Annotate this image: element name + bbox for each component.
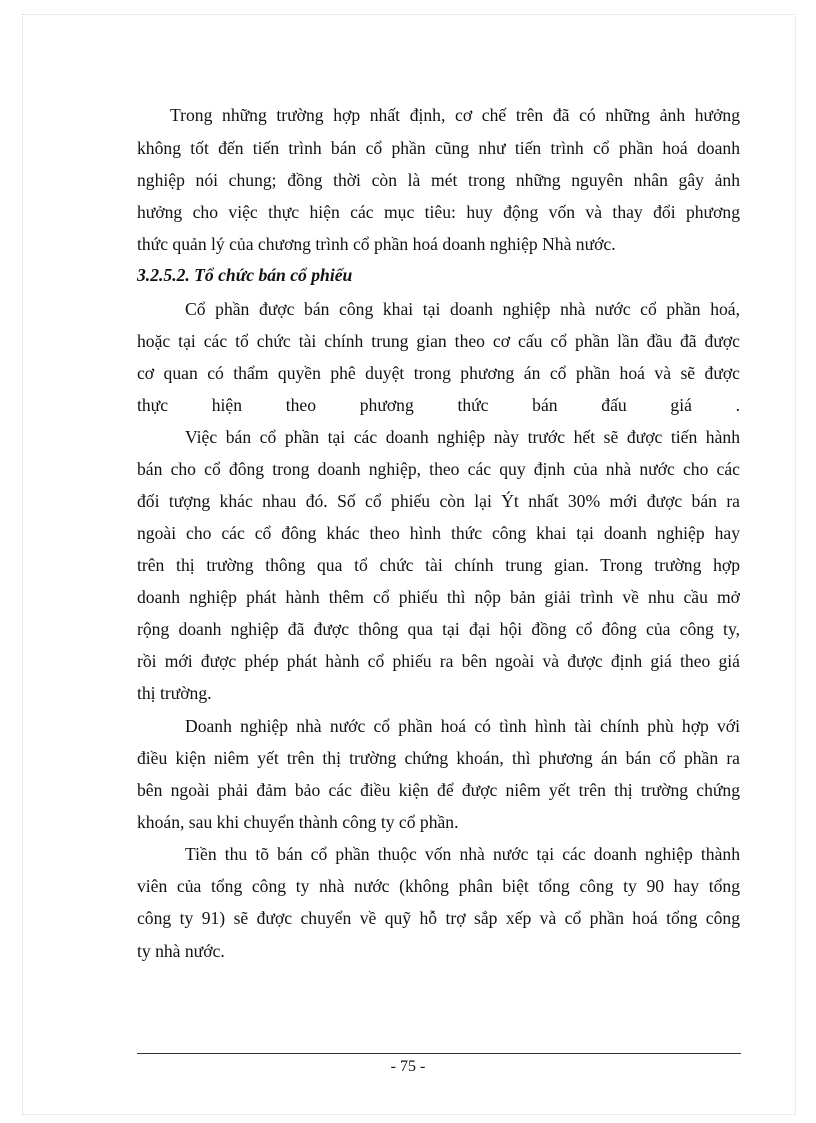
text-line: ty nhà nước.: [137, 941, 225, 961]
text-line: thị trường.: [137, 683, 212, 703]
text-line: bên ngoài phải đảm bảo các điều kiện để được niêm yết trên thị trường chứng: [137, 780, 740, 800]
text-line: đối tượng khác nhau đó. Số cổ phiếu còn lại Ýt nhất 30% mới được bán ra: [137, 491, 740, 511]
text-line: khoán, sau khi chuyển thành công ty cổ phần.: [137, 812, 459, 832]
page-number: - 75 -: [390, 1058, 426, 1075]
text-line: trên thị trường thông qua tổ chức tài chính trung gian. Trong trường hợp: [137, 555, 740, 575]
footer-divider: [137, 1053, 741, 1054]
section-heading: 3.2.5.2. Tổ chức bán cổ phiếu: [137, 265, 353, 285]
text-line: hưởng cho việc thực hiện các mục tiêu: huy động vốn và thay đổi phương: [137, 202, 740, 222]
text-line: bán cho cổ đông trong doanh nghiệp, theo các quy định của nhà nước cho các: [137, 459, 740, 479]
text-line: Doanh nghiệp nhà nước cổ phần hoá có tình hình tài chính phù hợp với: [185, 716, 740, 736]
text-line: điều kiện niêm yết trên thị trường chứng khoán, thì phương án bán cổ phần ra: [137, 748, 740, 768]
text-line: nghiệp nói chung; đồng thời còn là mét trong những nguyên nhân gây ảnh: [137, 170, 740, 190]
text-line: thực hiện theo phương thức bán đấu giá .: [137, 395, 740, 415]
text-line: công ty 91) sẽ được chuyển về quỹ hỗ trợ sắp xếp và cổ phần hoá tổng công: [137, 908, 740, 928]
text-line: rồi mới được phép phát hành cổ phiếu ra bên ngoài và được định giá theo giá: [137, 651, 740, 671]
text-line: rộng doanh nghiệp đã được thông qua tại đại hội đồng cổ đông của công ty,: [137, 619, 740, 639]
text-line: viên của tổng công ty nhà nước (không phân biệt tổng công ty 90 hay tổng: [137, 876, 740, 896]
text-line: thức quản lý của chương trình cổ phần hoá doanh nghiệp Nhà nước.: [137, 234, 616, 254]
text-line: Cổ phần được bán công khai tại doanh nghiệp nhà nước cổ phần hoá,: [185, 299, 740, 319]
text-line: Trong những trường hợp nhất định, cơ chế trên đã có những ảnh hưởng: [170, 105, 740, 125]
text-line: doanh nghiệp phát hành thêm cổ phiếu thì nộp bản giải trình về nhu cầu mở: [137, 587, 740, 607]
text-line: cơ quan có thẩm quyền phê duyệt trong phương án cổ phần hoá và sẽ được: [137, 363, 740, 383]
text-line: Việc bán cổ phần tại các doanh nghiệp này trước hết sẽ được tiến hành: [185, 427, 740, 447]
text-line: không tốt đến tiến trình bán cổ phần cũng như tiến trình cổ phần hoá doanh: [137, 138, 740, 158]
text-line: hoặc tại các tổ chức tài chính trung gian theo cơ cấu cổ phần lần đầu đã được: [137, 331, 740, 351]
text-line: Tiền thu tõ bán cổ phần thuộc vốn nhà nước tại các doanh nghiệp thành: [185, 844, 740, 864]
text-line: ngoài cho các cổ đông khác theo hình thức công khai tại doanh nghiệp hay: [137, 523, 740, 543]
